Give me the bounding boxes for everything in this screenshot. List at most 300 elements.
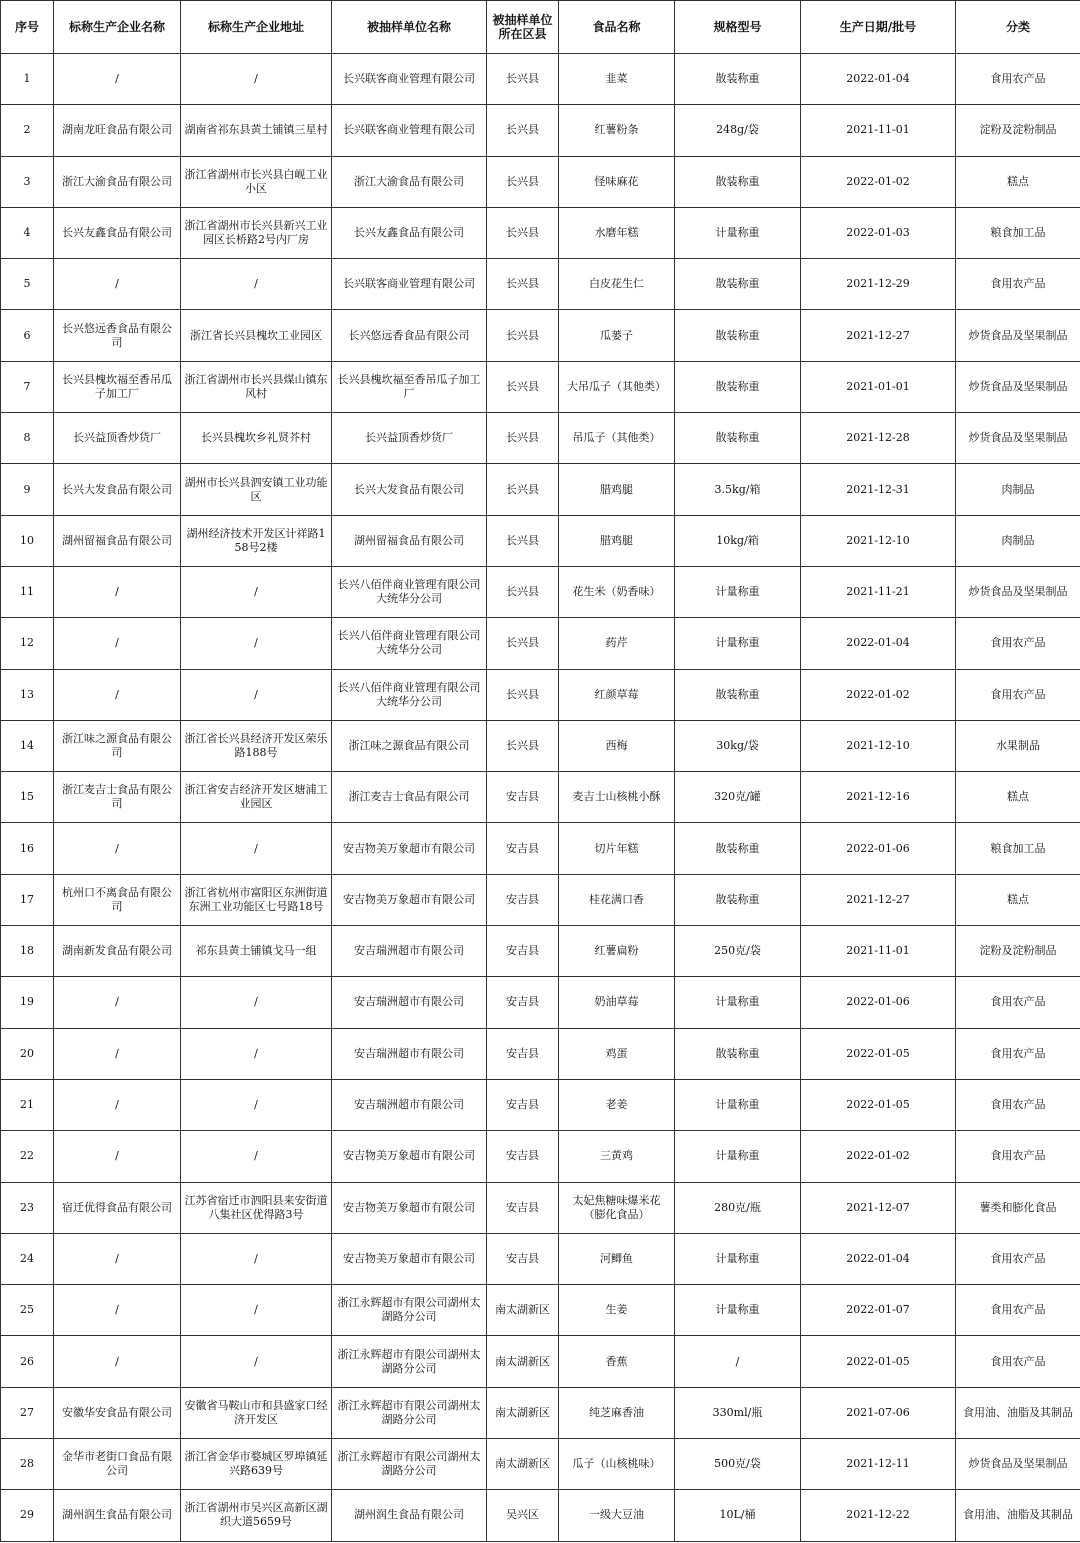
table-row bbox=[1, 259, 1080, 310]
cell-col-manufacturer-name: 浙江味之源食品有限公司 bbox=[54, 720, 181, 771]
header-col-food-name: 食品名称 bbox=[559, 1, 675, 54]
cell-col-food-name: 大吊瓜子（其他类） bbox=[559, 361, 675, 412]
cell-col-sampled-unit: 长兴联客商业管理有限公司 bbox=[332, 54, 487, 105]
cell-col-district: 长兴县 bbox=[487, 566, 559, 617]
cell-col-food-name: 红薯扁粉 bbox=[559, 926, 675, 977]
cell-col-food-name: 花生米（奶香味） bbox=[559, 566, 675, 617]
cell-col-production-date: 2021-12-27 bbox=[801, 874, 956, 925]
cell-col-manufacturer-name: / bbox=[54, 1028, 181, 1079]
cell-col-sampled-unit: 长兴益顶香炒货厂 bbox=[332, 413, 487, 464]
cell-col-manufacturer-address: 安徽省马鞍山市和县盛家口经济开发区 bbox=[181, 1387, 332, 1438]
cell-col-index: 10 bbox=[1, 515, 54, 566]
cell-col-spec: 计量称重 bbox=[675, 566, 801, 617]
cell-col-index: 15 bbox=[1, 772, 54, 823]
cell-col-category: 炒货食品及坚果制品 bbox=[956, 566, 1080, 617]
cell-col-food-name: 白皮花生仁 bbox=[559, 259, 675, 310]
table-row bbox=[1, 1131, 1080, 1182]
cell-col-spec: 散装称重 bbox=[675, 874, 801, 925]
table-row bbox=[1, 105, 1080, 156]
cell-col-production-date: 2021-12-22 bbox=[801, 1490, 956, 1541]
cell-col-food-name: 瓜蒌子 bbox=[559, 310, 675, 361]
cell-col-production-date: 2021-12-10 bbox=[801, 720, 956, 771]
cell-col-district: 南太湖新区 bbox=[487, 1387, 559, 1438]
cell-col-index: 29 bbox=[1, 1490, 54, 1541]
cell-col-index: 18 bbox=[1, 926, 54, 977]
cell-col-spec: 计量称重 bbox=[675, 1131, 801, 1182]
cell-col-manufacturer-address: 浙江省湖州市吴兴区高新区湖织大道5659号 bbox=[181, 1490, 332, 1541]
table-row bbox=[1, 515, 1080, 566]
cell-col-district: 长兴县 bbox=[487, 515, 559, 566]
cell-col-district: 长兴县 bbox=[487, 464, 559, 515]
table-row bbox=[1, 361, 1080, 412]
cell-col-sampled-unit: 浙江味之源食品有限公司 bbox=[332, 720, 487, 771]
cell-col-manufacturer-address: / bbox=[181, 1131, 332, 1182]
table-row bbox=[1, 926, 1080, 977]
cell-col-production-date: 2021-12-27 bbox=[801, 310, 956, 361]
cell-col-category: 食用油、油脂及其制品 bbox=[956, 1490, 1080, 1541]
cell-col-sampled-unit: 安吉物美万象超市有限公司 bbox=[332, 874, 487, 925]
cell-col-food-name: 太妃焦糖味爆米花（膨化食品） bbox=[559, 1182, 675, 1233]
cell-col-spec: 计量称重 bbox=[675, 1079, 801, 1130]
cell-col-index: 23 bbox=[1, 1182, 54, 1233]
cell-col-manufacturer-name: 浙江大渝食品有限公司 bbox=[54, 156, 181, 207]
cell-col-food-name: 腊鸡腿 bbox=[559, 515, 675, 566]
cell-col-manufacturer-name: 长兴悠远香食品有限公司 bbox=[54, 310, 181, 361]
cell-col-index: 25 bbox=[1, 1285, 54, 1336]
cell-col-manufacturer-name: / bbox=[54, 977, 181, 1028]
cell-col-sampled-unit: 长兴联客商业管理有限公司 bbox=[332, 105, 487, 156]
cell-col-manufacturer-address: 浙江省湖州市长兴县新兴工业园区长桥路2号内厂房 bbox=[181, 207, 332, 258]
cell-col-manufacturer-name: 湖南新发食品有限公司 bbox=[54, 926, 181, 977]
cell-col-manufacturer-address: 湖州市长兴县泗安镇工业功能区 bbox=[181, 464, 332, 515]
table-row bbox=[1, 1028, 1080, 1079]
cell-col-district: 长兴县 bbox=[487, 720, 559, 771]
cell-col-index: 3 bbox=[1, 156, 54, 207]
table-row bbox=[1, 1490, 1080, 1541]
cell-col-manufacturer-address: / bbox=[181, 1336, 332, 1387]
table-row bbox=[1, 720, 1080, 771]
cell-col-district: 安吉县 bbox=[487, 1131, 559, 1182]
cell-col-district: 长兴县 bbox=[487, 54, 559, 105]
cell-col-index: 11 bbox=[1, 566, 54, 617]
cell-col-district: 安吉县 bbox=[487, 772, 559, 823]
cell-col-food-name: 红颜草莓 bbox=[559, 669, 675, 720]
cell-col-sampled-unit: 浙江永辉超市有限公司湖州太湖路分公司 bbox=[332, 1387, 487, 1438]
cell-col-manufacturer-address: 浙江省长兴县槐坎工业园区 bbox=[181, 310, 332, 361]
cell-col-district: 南太湖新区 bbox=[487, 1285, 559, 1336]
table-row bbox=[1, 1387, 1080, 1438]
cell-col-manufacturer-address: 浙江省安吉经济开发区塘浦工业园区 bbox=[181, 772, 332, 823]
cell-col-district: 长兴县 bbox=[487, 156, 559, 207]
cell-col-sampled-unit: 长兴友鑫食品有限公司 bbox=[332, 207, 487, 258]
cell-col-spec: 计量称重 bbox=[675, 618, 801, 669]
cell-col-manufacturer-name: / bbox=[54, 823, 181, 874]
table-row bbox=[1, 566, 1080, 617]
cell-col-food-name: 吊瓜子（其他类） bbox=[559, 413, 675, 464]
cell-col-sampled-unit: 安吉物美万象超市有限公司 bbox=[332, 1131, 487, 1182]
cell-col-production-date: 2022-01-05 bbox=[801, 1028, 956, 1079]
cell-col-index: 21 bbox=[1, 1079, 54, 1130]
cell-col-index: 9 bbox=[1, 464, 54, 515]
cell-col-manufacturer-name: / bbox=[54, 1131, 181, 1182]
cell-col-production-date: 2021-12-07 bbox=[801, 1182, 956, 1233]
cell-col-index: 17 bbox=[1, 874, 54, 925]
cell-col-category: 炒货食品及坚果制品 bbox=[956, 1439, 1080, 1490]
cell-col-manufacturer-address: 祁东县黄土铺镇戈马一组 bbox=[181, 926, 332, 977]
cell-col-district: 长兴县 bbox=[487, 413, 559, 464]
cell-col-sampled-unit: 安吉瑞洲超市有限公司 bbox=[332, 977, 487, 1028]
cell-col-production-date: 2022-01-07 bbox=[801, 1285, 956, 1336]
cell-col-food-name: 河鲫鱼 bbox=[559, 1233, 675, 1284]
cell-col-production-date: 2022-01-04 bbox=[801, 1233, 956, 1284]
cell-col-index: 13 bbox=[1, 669, 54, 720]
cell-col-food-name: 三黄鸡 bbox=[559, 1131, 675, 1182]
cell-col-manufacturer-address: 湖州经济技术开发区计祥路158号2楼 bbox=[181, 515, 332, 566]
table-row bbox=[1, 772, 1080, 823]
cell-col-index: 5 bbox=[1, 259, 54, 310]
cell-col-category: 食用农产品 bbox=[956, 1131, 1080, 1182]
cell-col-sampled-unit: 浙江永辉超市有限公司湖州太湖路分公司 bbox=[332, 1439, 487, 1490]
table-row bbox=[1, 1182, 1080, 1233]
cell-col-category: 肉制品 bbox=[956, 464, 1080, 515]
cell-col-food-name: 桂花满口香 bbox=[559, 874, 675, 925]
cell-col-food-name: 韭菜 bbox=[559, 54, 675, 105]
cell-col-manufacturer-address: 长兴县槐坎乡礼贤芥村 bbox=[181, 413, 332, 464]
table-row bbox=[1, 1079, 1080, 1130]
cell-col-production-date: 2021-11-21 bbox=[801, 566, 956, 617]
cell-col-spec: / bbox=[675, 1336, 801, 1387]
cell-col-spec: 散装称重 bbox=[675, 669, 801, 720]
cell-col-category: 淀粉及淀粉制品 bbox=[956, 105, 1080, 156]
cell-col-category: 淀粉及淀粉制品 bbox=[956, 926, 1080, 977]
cell-col-spec: 计量称重 bbox=[675, 1233, 801, 1284]
cell-col-manufacturer-address: / bbox=[181, 977, 332, 1028]
cell-col-food-name: 腊鸡腿 bbox=[559, 464, 675, 515]
cell-col-index: 24 bbox=[1, 1233, 54, 1284]
cell-col-category: 食用农产品 bbox=[956, 1233, 1080, 1284]
cell-col-manufacturer-name: / bbox=[54, 1285, 181, 1336]
cell-col-spec: 散装称重 bbox=[675, 823, 801, 874]
cell-col-spec: 散装称重 bbox=[675, 156, 801, 207]
cell-col-manufacturer-address: / bbox=[181, 618, 332, 669]
cell-col-sampled-unit: 安吉物美万象超市有限公司 bbox=[332, 1233, 487, 1284]
cell-col-sampled-unit: 浙江麦吉士食品有限公司 bbox=[332, 772, 487, 823]
cell-col-manufacturer-address: 浙江省杭州市富阳区东洲街道东洲工业功能区七号路18号 bbox=[181, 874, 332, 925]
cell-col-food-name: 红薯粉条 bbox=[559, 105, 675, 156]
cell-col-food-name: 一级大豆油 bbox=[559, 1490, 675, 1541]
cell-col-food-name: 香蕉 bbox=[559, 1336, 675, 1387]
cell-col-spec: 散装称重 bbox=[675, 1028, 801, 1079]
cell-col-district: 安吉县 bbox=[487, 1182, 559, 1233]
cell-col-district: 南太湖新区 bbox=[487, 1439, 559, 1490]
cell-col-index: 4 bbox=[1, 207, 54, 258]
cell-col-category: 粮食加工品 bbox=[956, 207, 1080, 258]
cell-col-production-date: 2021-01-01 bbox=[801, 361, 956, 412]
cell-col-sampled-unit: 安吉瑞洲超市有限公司 bbox=[332, 1079, 487, 1130]
cell-col-sampled-unit: 安吉物美万象超市有限公司 bbox=[332, 823, 487, 874]
cell-col-production-date: 2022-01-04 bbox=[801, 618, 956, 669]
cell-col-spec: 散装称重 bbox=[675, 361, 801, 412]
cell-col-sampled-unit: 长兴八佰伴商业管理有限公司大统华分公司 bbox=[332, 618, 487, 669]
cell-col-category: 薯类和膨化食品 bbox=[956, 1182, 1080, 1233]
table-row bbox=[1, 1233, 1080, 1284]
cell-col-manufacturer-address: / bbox=[181, 1079, 332, 1130]
header-col-production-date: 生产日期/批号 bbox=[801, 1, 956, 54]
cell-col-food-name: 西梅 bbox=[559, 720, 675, 771]
cell-col-manufacturer-address: / bbox=[181, 1285, 332, 1336]
cell-col-sampled-unit: 长兴大发食品有限公司 bbox=[332, 464, 487, 515]
cell-col-sampled-unit: 长兴八佰伴商业管理有限公司大统华分公司 bbox=[332, 669, 487, 720]
cell-col-spec: 30kg/袋 bbox=[675, 720, 801, 771]
cell-col-production-date: 2021-07-06 bbox=[801, 1387, 956, 1438]
cell-col-manufacturer-name: 长兴大发食品有限公司 bbox=[54, 464, 181, 515]
cell-col-manufacturer-name: / bbox=[54, 1233, 181, 1284]
cell-col-index: 28 bbox=[1, 1439, 54, 1490]
cell-col-food-name: 瓜子（山核桃味） bbox=[559, 1439, 675, 1490]
cell-col-production-date: 2022-01-06 bbox=[801, 823, 956, 874]
cell-col-category: 食用油、油脂及其制品 bbox=[956, 1387, 1080, 1438]
table-row bbox=[1, 823, 1080, 874]
cell-col-manufacturer-address: 浙江省长兴县经济开发区荣乐路188号 bbox=[181, 720, 332, 771]
header-col-category: 分类 bbox=[956, 1, 1080, 54]
cell-col-category: 食用农产品 bbox=[956, 1285, 1080, 1336]
cell-col-sampled-unit: 安吉物美万象超市有限公司 bbox=[332, 1182, 487, 1233]
cell-col-index: 12 bbox=[1, 618, 54, 669]
cell-col-index: 19 bbox=[1, 977, 54, 1028]
cell-col-manufacturer-name: 湖南龙旺食品有限公司 bbox=[54, 105, 181, 156]
cell-col-manufacturer-name: 长兴友鑫食品有限公司 bbox=[54, 207, 181, 258]
cell-col-index: 7 bbox=[1, 361, 54, 412]
table-row bbox=[1, 464, 1080, 515]
cell-col-manufacturer-name: / bbox=[54, 618, 181, 669]
cell-col-district: 安吉县 bbox=[487, 926, 559, 977]
cell-col-index: 14 bbox=[1, 720, 54, 771]
cell-col-food-name: 麦吉士山核桃小酥 bbox=[559, 772, 675, 823]
cell-col-manufacturer-name: 金华市老街口食品有限公司 bbox=[54, 1439, 181, 1490]
table-row bbox=[1, 310, 1080, 361]
cell-col-food-name: 鸡蛋 bbox=[559, 1028, 675, 1079]
table-header bbox=[1, 1, 1080, 54]
cell-col-category: 粮食加工品 bbox=[956, 823, 1080, 874]
cell-col-district: 长兴县 bbox=[487, 207, 559, 258]
cell-col-sampled-unit: 浙江永辉超市有限公司湖州太湖路分公司 bbox=[332, 1336, 487, 1387]
cell-col-district: 安吉县 bbox=[487, 1028, 559, 1079]
cell-col-index: 6 bbox=[1, 310, 54, 361]
cell-col-category: 水果制品 bbox=[956, 720, 1080, 771]
cell-col-category: 糕点 bbox=[956, 156, 1080, 207]
cell-col-production-date: 2022-01-02 bbox=[801, 669, 956, 720]
cell-col-index: 26 bbox=[1, 1336, 54, 1387]
cell-col-category: 炒货食品及坚果制品 bbox=[956, 361, 1080, 412]
cell-col-district: 安吉县 bbox=[487, 1079, 559, 1130]
cell-col-category: 食用农产品 bbox=[956, 1336, 1080, 1387]
cell-col-food-name: 药芹 bbox=[559, 618, 675, 669]
cell-col-food-name: 水磨年糕 bbox=[559, 207, 675, 258]
table-body bbox=[1, 54, 1080, 1542]
cell-col-index: 22 bbox=[1, 1131, 54, 1182]
cell-col-manufacturer-name: / bbox=[54, 1336, 181, 1387]
cell-col-production-date: 2021-12-28 bbox=[801, 413, 956, 464]
cell-col-district: 长兴县 bbox=[487, 361, 559, 412]
cell-col-manufacturer-address: / bbox=[181, 259, 332, 310]
cell-col-spec: 散装称重 bbox=[675, 259, 801, 310]
cell-col-manufacturer-name: 杭州口不离食品有限公司 bbox=[54, 874, 181, 925]
cell-col-production-date: 2022-01-05 bbox=[801, 1336, 956, 1387]
table-row bbox=[1, 1439, 1080, 1490]
table-row bbox=[1, 156, 1080, 207]
cell-col-category: 炒货食品及坚果制品 bbox=[956, 310, 1080, 361]
cell-col-food-name: 生姜 bbox=[559, 1285, 675, 1336]
cell-col-category: 食用农产品 bbox=[956, 54, 1080, 105]
cell-col-district: 长兴县 bbox=[487, 310, 559, 361]
cell-col-category: 食用农产品 bbox=[956, 618, 1080, 669]
cell-col-district: 安吉县 bbox=[487, 1233, 559, 1284]
table-row bbox=[1, 874, 1080, 925]
cell-col-production-date: 2021-11-01 bbox=[801, 926, 956, 977]
cell-col-manufacturer-name: 安徽华安食品有限公司 bbox=[54, 1387, 181, 1438]
cell-col-manufacturer-address: / bbox=[181, 669, 332, 720]
cell-col-spec: 散装称重 bbox=[675, 54, 801, 105]
cell-col-manufacturer-address: / bbox=[181, 1233, 332, 1284]
cell-col-spec: 3.5kg/箱 bbox=[675, 464, 801, 515]
cell-col-manufacturer-name: 长兴县槐坎福至香吊瓜子加工厂 bbox=[54, 361, 181, 412]
cell-col-manufacturer-address: 江苏省宿迁市泗阳县来安街道八集社区优得路3号 bbox=[181, 1182, 332, 1233]
cell-col-sampled-unit: 长兴八佰伴商业管理有限公司大统华分公司 bbox=[332, 566, 487, 617]
cell-col-spec: 330ml/瓶 bbox=[675, 1387, 801, 1438]
cell-col-spec: 500克/袋 bbox=[675, 1439, 801, 1490]
header-row bbox=[1, 1, 1080, 54]
cell-col-food-name: 切片年糕 bbox=[559, 823, 675, 874]
cell-col-district: 长兴县 bbox=[487, 669, 559, 720]
cell-col-food-name: 纯芝麻香油 bbox=[559, 1387, 675, 1438]
cell-col-production-date: 2021-12-16 bbox=[801, 772, 956, 823]
cell-col-district: 安吉县 bbox=[487, 823, 559, 874]
cell-col-manufacturer-address: / bbox=[181, 566, 332, 617]
cell-col-production-date: 2022-01-03 bbox=[801, 207, 956, 258]
cell-col-manufacturer-name: / bbox=[54, 1079, 181, 1130]
cell-col-district: 安吉县 bbox=[487, 874, 559, 925]
header-col-manufacturer-name: 标称生产企业名称 bbox=[54, 1, 181, 54]
cell-col-index: 8 bbox=[1, 413, 54, 464]
cell-col-category: 糕点 bbox=[956, 874, 1080, 925]
cell-col-category: 糕点 bbox=[956, 772, 1080, 823]
cell-col-index: 27 bbox=[1, 1387, 54, 1438]
header-col-sampled-unit: 被抽样单位名称 bbox=[332, 1, 487, 54]
cell-col-production-date: 2022-01-02 bbox=[801, 1131, 956, 1182]
cell-col-category: 食用农产品 bbox=[956, 977, 1080, 1028]
cell-col-district: 长兴县 bbox=[487, 105, 559, 156]
cell-col-index: 16 bbox=[1, 823, 54, 874]
cell-col-sampled-unit: 湖州留福食品有限公司 bbox=[332, 515, 487, 566]
cell-col-spec: 散装称重 bbox=[675, 310, 801, 361]
cell-col-manufacturer-name: 宿迁优得食品有限公司 bbox=[54, 1182, 181, 1233]
cell-col-manufacturer-address: / bbox=[181, 54, 332, 105]
header-col-district: 被抽样单位所在区县 bbox=[487, 1, 559, 54]
cell-col-category: 食用农产品 bbox=[956, 1028, 1080, 1079]
cell-col-category: 食用农产品 bbox=[956, 1079, 1080, 1130]
cell-col-production-date: 2021-12-29 bbox=[801, 259, 956, 310]
cell-col-food-name: 奶油草莓 bbox=[559, 977, 675, 1028]
cell-col-food-name: 老姜 bbox=[559, 1079, 675, 1130]
cell-col-index: 2 bbox=[1, 105, 54, 156]
cell-col-production-date: 2021-11-01 bbox=[801, 105, 956, 156]
table-row bbox=[1, 207, 1080, 258]
cell-col-manufacturer-address: 浙江省金华市婺城区罗埠镇延兴路639号 bbox=[181, 1439, 332, 1490]
cell-col-production-date: 2021-12-11 bbox=[801, 1439, 956, 1490]
cell-col-sampled-unit: 长兴联客商业管理有限公司 bbox=[332, 259, 487, 310]
cell-col-spec: 248g/袋 bbox=[675, 105, 801, 156]
table-row bbox=[1, 669, 1080, 720]
cell-col-category: 食用农产品 bbox=[956, 259, 1080, 310]
cell-col-manufacturer-address: 浙江省湖州市长兴县白岘工业小区 bbox=[181, 156, 332, 207]
cell-col-spec: 10kg/箱 bbox=[675, 515, 801, 566]
cell-col-manufacturer-address: 湖南省祁东县黄土铺镇三星村 bbox=[181, 105, 332, 156]
cell-col-production-date: 2022-01-04 bbox=[801, 54, 956, 105]
cell-col-sampled-unit: 安吉瑞洲超市有限公司 bbox=[332, 1028, 487, 1079]
cell-col-sampled-unit: 浙江永辉超市有限公司湖州太湖路分公司 bbox=[332, 1285, 487, 1336]
cell-col-food-name: 怪味麻花 bbox=[559, 156, 675, 207]
cell-col-spec: 280克/瓶 bbox=[675, 1182, 801, 1233]
cell-col-category: 食用农产品 bbox=[956, 669, 1080, 720]
cell-col-production-date: 2021-12-10 bbox=[801, 515, 956, 566]
cell-col-district: 南太湖新区 bbox=[487, 1336, 559, 1387]
table-row bbox=[1, 1336, 1080, 1387]
cell-col-manufacturer-name: / bbox=[54, 669, 181, 720]
cell-col-index: 20 bbox=[1, 1028, 54, 1079]
cell-col-sampled-unit: 安吉瑞洲超市有限公司 bbox=[332, 926, 487, 977]
cell-col-sampled-unit: 长兴悠远香食品有限公司 bbox=[332, 310, 487, 361]
cell-col-spec: 计量称重 bbox=[675, 977, 801, 1028]
cell-col-district: 长兴县 bbox=[487, 618, 559, 669]
header-col-manufacturer-address: 标称生产企业地址 bbox=[181, 1, 332, 54]
cell-col-production-date: 2022-01-05 bbox=[801, 1079, 956, 1130]
cell-col-manufacturer-address: 浙江省湖州市长兴县煤山镇东风村 bbox=[181, 361, 332, 412]
cell-col-category: 肉制品 bbox=[956, 515, 1080, 566]
header-col-spec: 规格型号 bbox=[675, 1, 801, 54]
table-row bbox=[1, 413, 1080, 464]
table-row bbox=[1, 618, 1080, 669]
cell-col-district: 吴兴区 bbox=[487, 1490, 559, 1541]
cell-col-spec: 计量称重 bbox=[675, 1285, 801, 1336]
cell-col-manufacturer-name: / bbox=[54, 259, 181, 310]
cell-col-manufacturer-name: 湖州润生食品有限公司 bbox=[54, 1490, 181, 1541]
cell-col-category: 炒货食品及坚果制品 bbox=[956, 413, 1080, 464]
header-col-index: 序号 bbox=[1, 1, 54, 54]
cell-col-sampled-unit: 湖州润生食品有限公司 bbox=[332, 1490, 487, 1541]
cell-col-manufacturer-name: 浙江麦吉士食品有限公司 bbox=[54, 772, 181, 823]
cell-col-manufacturer-address: / bbox=[181, 1028, 332, 1079]
cell-col-spec: 散装称重 bbox=[675, 413, 801, 464]
cell-col-spec: 计量称重 bbox=[675, 207, 801, 258]
cell-col-spec: 250克/袋 bbox=[675, 926, 801, 977]
cell-col-spec: 10L/桶 bbox=[675, 1490, 801, 1541]
cell-col-manufacturer-name: 湖州留福食品有限公司 bbox=[54, 515, 181, 566]
cell-col-district: 长兴县 bbox=[487, 259, 559, 310]
cell-col-sampled-unit: 浙江大渝食品有限公司 bbox=[332, 156, 487, 207]
cell-col-manufacturer-address: / bbox=[181, 823, 332, 874]
cell-col-manufacturer-name: 长兴益顶香炒货厂 bbox=[54, 413, 181, 464]
table-row bbox=[1, 1285, 1080, 1336]
cell-col-index: 1 bbox=[1, 54, 54, 105]
cell-col-sampled-unit: 长兴县槐坎福至香吊瓜子加工厂 bbox=[332, 361, 487, 412]
cell-col-manufacturer-name: / bbox=[54, 566, 181, 617]
table-row bbox=[1, 977, 1080, 1028]
cell-col-district: 安吉县 bbox=[487, 977, 559, 1028]
cell-col-manufacturer-name: / bbox=[54, 54, 181, 105]
table-row bbox=[1, 54, 1080, 105]
cell-col-production-date: 2021-12-31 bbox=[801, 464, 956, 515]
cell-col-production-date: 2022-01-02 bbox=[801, 156, 956, 207]
